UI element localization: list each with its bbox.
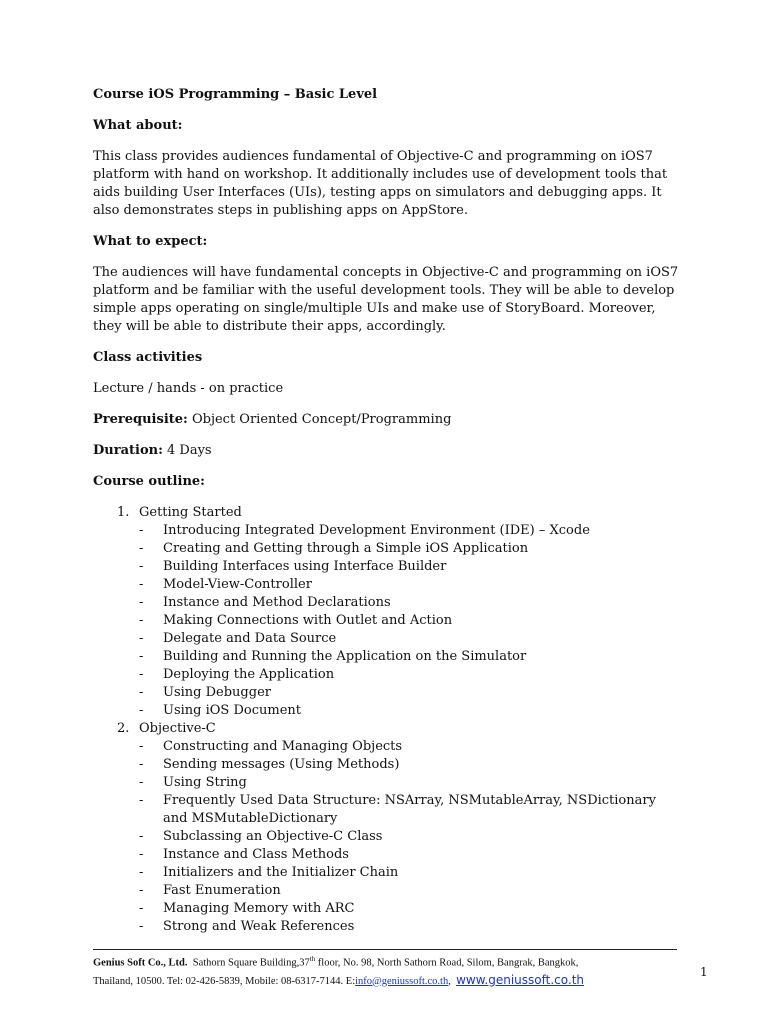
dash-bullet: - — [139, 847, 144, 862]
outline-topic — [139, 774, 683, 792]
outline-topic-text: Frequently Used Data Structure: NSArray, NSMutableArray, NSDictionary and MSMutableDictionary — [163, 793, 656, 826]
prerequisite-label: Prerequisite: — [93, 412, 188, 427]
outline-topic-text: Sending messages (Using Methods) — [163, 757, 400, 772]
class-activities-heading: Class activities — [93, 350, 203, 365]
dash-bullet: - — [139, 595, 144, 610]
outline-topic — [139, 594, 683, 612]
outline-topic-text: Fast Enumeration — [163, 883, 281, 898]
outline-topic-text: Deploying the Application — [163, 667, 335, 682]
outline-topic-text: Building and Running the Application on the Simulator — [163, 649, 527, 664]
outline-topic-text: Using iOS Document — [163, 703, 301, 718]
outline-topic-text: Instance and Class Methods — [163, 847, 349, 862]
outline-section — [93, 720, 683, 936]
outline-topic — [139, 900, 683, 918]
outline-topic-text: Strong and Weak References — [163, 919, 355, 934]
prerequisite-value: Object Oriented Concept/Programming — [187, 412, 452, 427]
outline-topic — [139, 684, 683, 702]
page-number: 1 — [700, 965, 708, 979]
dash-bullet: - — [139, 829, 144, 844]
outline-topic — [139, 702, 683, 720]
dash-bullet: - — [139, 793, 144, 808]
dash-bullet: - — [139, 883, 144, 898]
footer-company: Genius Soft Co., Ltd. — [93, 957, 188, 969]
outline-section-title: Objective-C — [139, 721, 216, 736]
outline-topic — [139, 666, 683, 684]
outline-topic — [139, 792, 683, 828]
outline-topic-text: Subclassing an Objective-C Class — [163, 829, 383, 844]
outline-topic — [139, 918, 683, 936]
footer-address-sup: th — [309, 955, 316, 963]
outline-topic — [139, 864, 683, 882]
footer — [93, 951, 693, 990]
outline-section-number: 2. — [117, 721, 130, 736]
dash-bullet: - — [139, 577, 144, 592]
outline-topic-text: Instance and Method Declarations — [163, 595, 391, 610]
outline-topic — [139, 882, 683, 900]
dash-bullet: - — [139, 667, 144, 682]
outline-topic-text: Managing Memory with ARC — [163, 901, 355, 916]
outline-section-number: 1. — [117, 505, 130, 520]
course-outline-list — [93, 504, 683, 936]
dash-bullet: - — [139, 559, 144, 574]
class-activities-body: Lecture / hands - on practice — [93, 381, 284, 396]
outline-topic-text: Introducing Integrated Development Environment (IDE) – Xcode — [163, 523, 590, 538]
outline-topic-list — [139, 522, 683, 720]
what-to-expect-heading: What to expect: — [93, 234, 208, 249]
footer-address-pre: Sathorn Square Building,37 — [192, 957, 310, 969]
document-body — [93, 86, 683, 936]
dash-bullet: - — [139, 757, 144, 772]
dash-bullet: - — [139, 919, 144, 934]
outline-topic — [139, 648, 683, 666]
outline-topic — [139, 630, 683, 648]
outline-topic-text: Initializers and the Initializer Chain — [163, 865, 399, 880]
dash-bullet: - — [139, 739, 144, 754]
dash-bullet: - — [139, 703, 144, 718]
dash-bullet: - — [139, 775, 144, 790]
dash-bullet: - — [139, 613, 144, 628]
course-title: Course iOS Programming – Basic Level — [93, 87, 378, 102]
dash-bullet: - — [139, 649, 144, 664]
outline-topic — [139, 828, 683, 846]
outline-topic — [139, 738, 683, 756]
course-outline-heading: Course outline: — [93, 474, 205, 489]
outline-topic — [139, 558, 683, 576]
footer-address-post: floor, No. 98, North Sathorn Road, Silom, Bangrak, Bangkok, — [315, 957, 579, 969]
outline-topic-text: Making Connections with Outlet and Action — [163, 613, 453, 628]
outline-section — [93, 504, 683, 720]
outline-topic — [139, 846, 683, 864]
what-about-body: This class provides audiences fundamental of Objective-C and programming on iOS7 platform with hand on workshop. It additionally includes use of development tools that aids building User Interfaces (UIs), testing apps on simulators and debugging apps. It also demonstrates steps in publishing apps on AppStore. — [93, 149, 668, 218]
dash-bullet: - — [139, 631, 144, 646]
footer-email-link[interactable]: info@geniussoft.co.th — [355, 975, 449, 987]
duration-label: Duration: — [93, 443, 163, 458]
outline-topic-text: Using String — [163, 775, 247, 790]
dash-bullet: - — [139, 541, 144, 556]
outline-topic-text: Model-View-Controller — [163, 577, 312, 592]
outline-topic — [139, 522, 683, 540]
dash-bullet: - — [139, 523, 144, 538]
outline-topic-list — [139, 738, 683, 936]
outline-topic-text: Using Debugger — [163, 685, 271, 700]
what-to-expect-body: The audiences will have fundamental concepts in Objective-C and programming on iOS7 platform and be familiar with the useful development tools. They will be able to develop simple apps operating on single/multiple UIs and make use of StoryBoard. Moreover, they will be able to distribute their apps, accordingly. — [93, 265, 679, 334]
outline-topic — [139, 756, 683, 774]
outline-section-title: Getting Started — [139, 505, 242, 520]
outline-topic-text: Delegate and Data Source — [163, 631, 337, 646]
outline-topic — [139, 576, 683, 594]
footer-line-1 — [93, 951, 693, 972]
prerequisite-line — [93, 411, 683, 429]
outline-topic-text: Constructing and Managing Objects — [163, 739, 403, 754]
dash-bullet: - — [139, 901, 144, 916]
outline-topic — [139, 540, 683, 558]
footer-website-link[interactable]: www.geniussoft.co.th — [456, 972, 585, 987]
outline-topic-text: Building Interfaces using Interface Builder — [163, 559, 447, 574]
outline-topic — [139, 612, 683, 630]
what-about-heading: What about: — [93, 118, 183, 133]
duration-line — [93, 442, 683, 460]
footer-line-2: Thailand, 10500. Tel: 02-426-5839, Mobile: 08-6317-7144. E:info@geniussoft.co.th, www.geniussoft.co.th — [93, 972, 585, 987]
dash-bullet: - — [139, 865, 144, 880]
dash-bullet: - — [139, 685, 144, 700]
duration-value: 4 Days — [162, 443, 212, 458]
footer-divider — [93, 949, 677, 950]
footer-contact: Thailand, 10500. Tel: 02-426-5839, Mobile: 08-6317-7144. E: — [93, 975, 356, 987]
outline-topic-text: Creating and Getting through a Simple iOS Application — [163, 541, 529, 556]
